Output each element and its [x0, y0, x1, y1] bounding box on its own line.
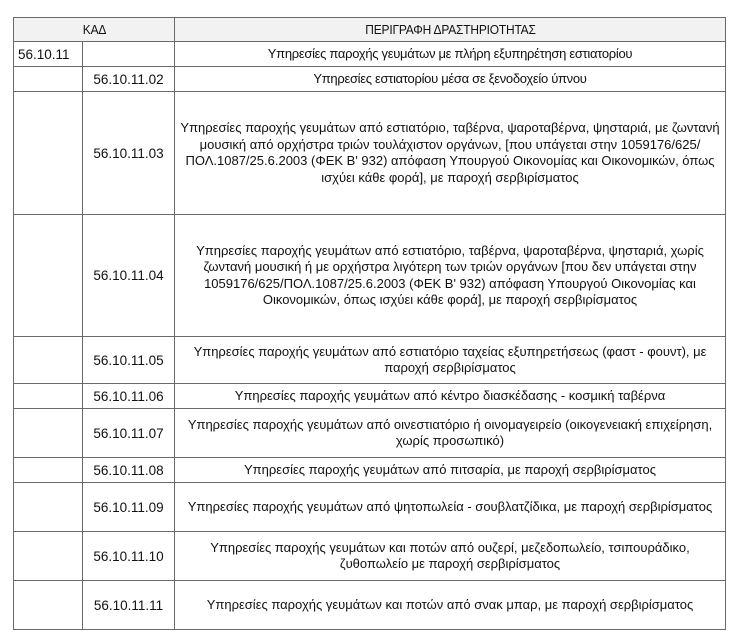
description-cell: Υπηρεσίες παροχής γευμάτων και ποτών από σνακ μπαρ, με παροχή σερβιρίσματος: [175, 581, 726, 630]
code-cell: 56.10.11.02: [83, 67, 175, 92]
parent-code-cell: [14, 384, 83, 409]
parent-code-cell: [14, 532, 83, 581]
description-cell: Υπηρεσίες παροχής γευμάτων από εστιατόριο ταχείας εξυπηρετήσεως (φαστ - φουντ), με παροχή σερβιρίσματος: [175, 337, 726, 384]
code-cell: 56.10.11.07: [83, 409, 175, 458]
code-cell: 56.10.11.09: [83, 483, 175, 532]
parent-code-cell: [14, 409, 83, 458]
table-row: [14, 67, 726, 92]
code-cell: 56.10.11.03: [83, 92, 175, 215]
table-row: [14, 532, 726, 581]
parent-code-cell: [14, 581, 83, 630]
table-row: [14, 337, 726, 384]
code-cell: [83, 42, 175, 67]
code-cell: 56.10.11.10: [83, 532, 175, 581]
table-header-row: [14, 18, 726, 42]
table-row: [14, 458, 726, 483]
description-cell: Υπηρεσίες εστιατορίου μέσα σε ξενοδοχείο ύπνου: [175, 67, 726, 92]
table-row: [14, 384, 726, 409]
parent-code-cell: 56.10.11: [14, 42, 83, 67]
header-description: ΠΕΡΙΓΡΑΦΗ ΔΡΑΣΤΗΡΙΟΤΗΤΑΣ: [197, 18, 704, 42]
parent-code-cell: [14, 483, 83, 532]
code-cell: 56.10.11.04: [83, 215, 175, 337]
parent-code-cell: [14, 92, 83, 215]
description-cell: Υπηρεσίες παροχής γευμάτων από ψητοπωλεία - σουβλατζίδικα, με παροχή σερβιρίσματος: [175, 483, 726, 532]
table-row: [14, 409, 726, 458]
description-cell: Υπηρεσίες παροχής γευμάτων από οινεστιατόριο ή οινομαγειρείο (οικογενειακή επιχείρηση, χωρίς προσωπικό): [175, 409, 726, 458]
code-cell: 56.10.11.08: [83, 458, 175, 483]
description-cell: Υπηρεσίες παροχής γευμάτων και ποτών από ουζερί, μεζεδοπωλείο, τσιπουράδικο, ζυθοπωλείο με παροχή σερβιρίσματος: [175, 532, 726, 581]
description-cell: Υπηρεσίες παροχής γευμάτων από εστιατόριο, ταβέρνα, ψαροταβέρνα, ψησταριά, με ζωντανή μουσική από ορχήστρα τριών τουλάχιστον οργάνων, [που υπάγεται στην 1059176/625/ΠΟΛ.1087/25.6.2003 (ΦΕΚ Β' 932) απόφαση Υπουργού Οικονομίας και Οικονομικών, όπως ισχύει κάθε φορά], με παροχή σερβιρίσματος: [175, 92, 726, 215]
table-row: [14, 92, 726, 215]
table-row: [14, 215, 726, 337]
table-row: [14, 581, 726, 630]
parent-code-cell: [14, 67, 83, 92]
description-cell: Υπηρεσίες παροχής γευμάτων από εστιατόριο, ταβέρνα, ψαροταβέρνα, ψησταριά, χωρίς ζωντανή μουσική ή με ορχήστρα λιγότερη των τριών οργάνων [που δεν υπάγεται στην 1059176/625/ΠΟΛ.1087/25.6.2003 (ΦΕΚ Β' 932) απόφαση Υπουργού Οικονομίας και Οικονομικών, όπως ισχύει κάθε φορά], με παροχή σερβιρίσματος: [175, 215, 726, 337]
parent-code-cell: [14, 458, 83, 483]
parent-code-cell: [14, 215, 83, 337]
table-row: [14, 483, 726, 532]
table-row: [14, 42, 726, 67]
code-cell: 56.10.11.05: [83, 337, 175, 384]
description-cell: Υπηρεσίες παροχής γευμάτων από κέντρο διασκέδασης - κοσμική ταβέρνα: [175, 384, 726, 409]
header-kad: ΚΑΔ: [20, 18, 168, 42]
description-cell: Υπηρεσίες παροχής γευμάτων από πιτσαρία, με παροχή σερβιρίσματος: [175, 458, 726, 483]
kad-activity-table: [13, 17, 726, 630]
description-cell: Υπηρεσίες παροχής γευμάτων με πλήρη εξυπηρέτηση εστιατορίου: [175, 42, 726, 67]
code-cell: 56.10.11.06: [83, 384, 175, 409]
code-cell: 56.10.11.11: [83, 581, 175, 630]
parent-code-cell: [14, 337, 83, 384]
